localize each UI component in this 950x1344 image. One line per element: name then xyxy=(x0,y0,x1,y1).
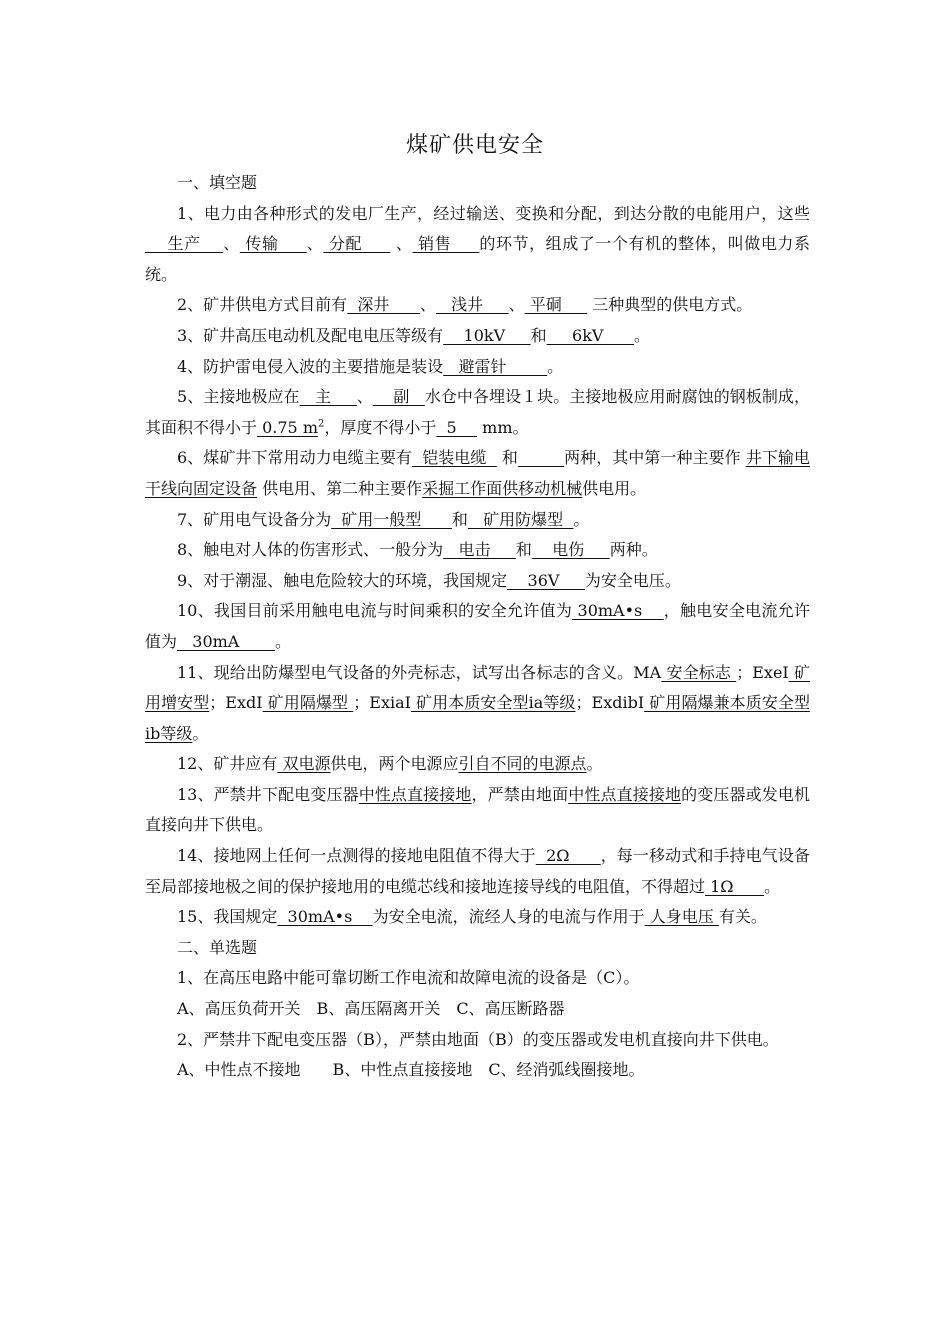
answer-blank: 安全标志 xyxy=(661,662,737,682)
answer-blank: 深井 xyxy=(347,295,420,315)
answer-blank: 浅井 xyxy=(435,295,509,315)
question-15: 15、我国规定 30mA•s 为安全电流，流经人身的电流与作用于 人身电压 有关。 xyxy=(177,907,767,927)
answer-blank: 采掘工作面供移动机械 xyxy=(422,478,583,498)
answer-blank: 电击 xyxy=(443,540,516,560)
choice-options-1: A、高压负荷开关 B、高压隔离开关 C、高压断路器 xyxy=(177,999,565,1019)
answer-blank: 矿用本质安全型ia等级 xyxy=(410,693,576,713)
question-10: 10、我国目前采用触电电流与时间乘积的安全允许值为 30mA•s ，触电安全电流允许值为 30mA 。 xyxy=(145,601,810,651)
answer-blank: 传输 xyxy=(239,234,307,254)
choice-options-2: A、中性点不接地 B、中性点直接接地 C、经消弧线圈接地。 xyxy=(177,1060,645,1080)
answer-blank: 矿用防爆型 xyxy=(467,509,574,529)
question-4: 4、防护雷电侵入波的主要措施是装设 避雷针 。 xyxy=(177,356,564,376)
answer-blank: 人身电压 xyxy=(644,907,719,927)
answer-blank: 5 xyxy=(436,417,478,437)
question-5: 5、主接地极应在 主 、 副 水仓中各埋设１块。主接地极应用耐腐蚀的钢板制成，其面积不得小于 0.75 $m^2$，厚度不得小于 5 mm。 xyxy=(145,387,810,437)
answer-blank: 30mA•s xyxy=(572,601,664,621)
answer-blank: 矿用一般型 xyxy=(331,509,452,529)
question-13: 13、严禁井下配电变压器中性点直接接地，严禁由地面中性点直接接地的变压器或发电机直接向井下供电。 xyxy=(145,784,810,835)
answer-blank: 30mA•s xyxy=(277,907,373,927)
answer-blank: 6kV xyxy=(546,325,634,345)
document-title: 煤矿供电安全 xyxy=(405,133,544,158)
question-8: 8、触电对人体的伤害形式、一般分为 电击 和 电伤 两种。 xyxy=(177,540,658,560)
answer-blank: 销售 xyxy=(412,234,480,254)
answer-blank: 避雷针 xyxy=(443,356,548,376)
question-12: 12、矿井应有 双电源供电，两个电源应引自不同的电源点。 xyxy=(177,754,603,774)
answer-blank: 矿用隔爆兼本质安全型ib等级 xyxy=(145,693,810,743)
answer-blank: 36V xyxy=(507,570,585,590)
answer-blank: 双电源 xyxy=(277,754,331,774)
answer-blank: 平硐 xyxy=(524,295,588,315)
answer-blank: 矿用增安型 xyxy=(145,662,810,713)
document-body xyxy=(145,168,810,1086)
answer-blank: 生产 xyxy=(145,234,224,254)
answer-blank: 中性点直接接地 xyxy=(358,784,472,804)
answer-blank: 主 xyxy=(299,387,357,407)
answer-blank: 副 xyxy=(372,387,425,407)
question-7: 7、矿用电气设备分为 矿用一般型 和 矿用防爆型 。 xyxy=(177,509,590,529)
answer-blank: 井下输电干线向固定设备 xyxy=(145,448,810,498)
answer-blank: 电伤 xyxy=(531,540,610,560)
answer-blank: 1Ω xyxy=(705,876,765,896)
question-14: 14、接地网上任何一点测得的接地电阻值不得大于 2Ω ，每一移动式和手持电气设备至局部接地极之间的保护接地用的电缆芯线和接地连接导线的电阻值，不得超过 1Ω 。 xyxy=(145,846,810,896)
answer-blank: 2Ω xyxy=(535,846,601,866)
answer-blank: 分配 xyxy=(323,234,391,254)
answer-blank: 铠装电缆 xyxy=(411,448,497,468)
question-1: 1、电力由各种形式的发电厂生产，经过输送、变换和分配，到达分散的电能用户，这些 生产 、 传输 、 分配 、 销售 的环节，组成了一个有机的整体，叫做电力系统。 xyxy=(145,203,810,284)
answer-blank: 中性点直接接地 xyxy=(568,784,682,804)
answer-blank: 0.75 m xyxy=(257,417,318,437)
question-11: 11、现给出防爆型电气设备的外壳标志，试写出各标志的含义。MA 安全标志 ；ExeI 矿用增安型；ExdI 矿用隔爆型 ；ExiaI 矿用本质安全型ia等级；ExdibI 矿用隔爆兼本质安全型ib等级。 xyxy=(145,662,810,743)
section-heading-single-choice: 二、单选题 xyxy=(177,937,258,957)
answer-blank: 30mA xyxy=(177,631,275,651)
choice-question-2: 2、严禁井下配电变压器（B），严禁由地面（B）的变压器或发电机直接向井下供电。 xyxy=(177,1029,779,1049)
question-2: 2、矿井供电方式目前有 深井 、 浅井 、 平硐 三种典型的供电方式。 xyxy=(177,295,753,315)
section-heading-fill-blank: 一、填空题 xyxy=(177,173,258,192)
answer-blank: 10kV xyxy=(443,325,531,345)
choice-question-1: 1、在高压电路中能可靠切断工作电流和故障电流的设备是（C）。 xyxy=(177,968,640,988)
question-9: 9、对于潮湿、触电危险较大的环境，我国规定 36V 为安全电压。 xyxy=(177,570,681,590)
superscript: 2 xyxy=(317,418,325,430)
question-6: 6、煤矿井下常用动力电缆主要有 铠装电缆 和 两种，其中第一种主要作 井下输电干线向固定设备 供电用、第二种主要作采掘工作面供移动机械供电用。 xyxy=(145,448,810,498)
question-3: 3、矿井高压电动机及配电电压等级有 10kV 和 6kV 。 xyxy=(177,325,650,345)
answer-blank xyxy=(518,448,564,467)
answer-blank: 引自不同的电源点 xyxy=(458,754,587,774)
answer-blank: 矿用隔爆型 xyxy=(262,693,354,713)
